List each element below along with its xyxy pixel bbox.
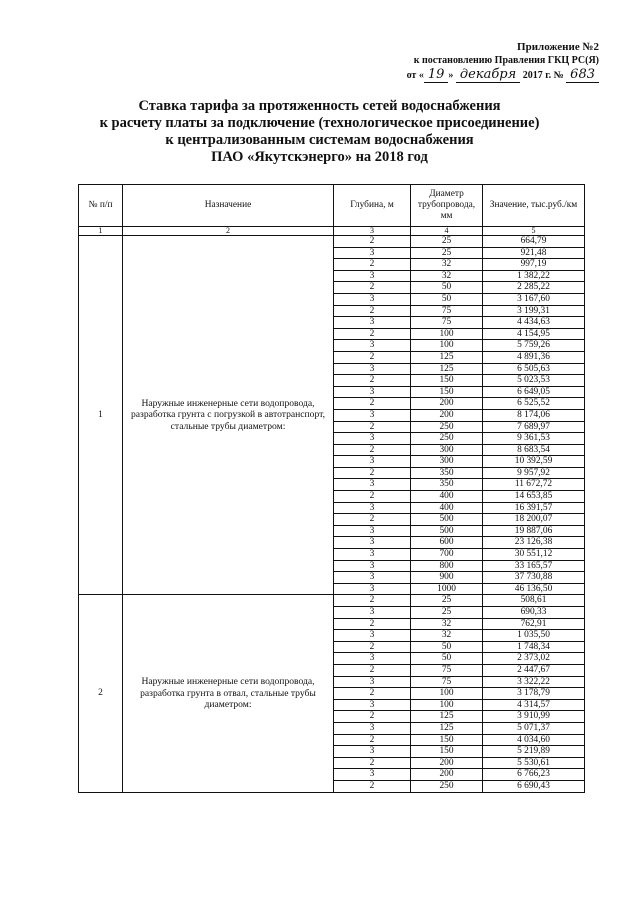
value-cell: 4 154,95: [483, 328, 585, 340]
depth-cell: 3: [334, 479, 411, 491]
diameter-cell: 75: [411, 305, 483, 317]
diameter-cell: 50: [411, 282, 483, 294]
column-index: 1: [79, 227, 123, 236]
group-description: Наружные инженерные сети водопровода, разработка грунта в отвал, стальные трубы диаметром:: [123, 595, 334, 792]
value-cell: 1 035,50: [483, 630, 585, 642]
diameter-cell: 50: [411, 653, 483, 665]
diameter-cell: 75: [411, 664, 483, 676]
diameter-cell: 700: [411, 549, 483, 561]
depth-cell: 2: [334, 328, 411, 340]
diameter-cell: 100: [411, 340, 483, 352]
depth-cell: 2: [334, 618, 411, 630]
value-cell: 664,79: [483, 236, 585, 248]
appendix-date: от « 19 » декабря 2017 г. № 683: [407, 68, 599, 83]
value-cell: 690,33: [483, 607, 585, 619]
value-cell: 6 525,52: [483, 398, 585, 410]
depth-cell: 2: [334, 259, 411, 271]
depth-cell: 2: [334, 711, 411, 723]
diameter-cell: 300: [411, 456, 483, 468]
depth-cell: 3: [334, 560, 411, 572]
depth-cell: 3: [334, 699, 411, 711]
value-cell: 33 165,57: [483, 560, 585, 572]
value-cell: 30 551,12: [483, 549, 585, 561]
diameter-cell: 350: [411, 467, 483, 479]
diameter-cell: 25: [411, 247, 483, 259]
depth-cell: 3: [334, 537, 411, 549]
depth-cell: 3: [334, 572, 411, 584]
value-cell: 2 447,67: [483, 664, 585, 676]
appendix-number: Приложение №2: [517, 41, 599, 53]
diameter-cell: 400: [411, 491, 483, 503]
diameter-cell: 400: [411, 502, 483, 514]
document-title: Ставка тарифа за протяженность сетей водоснабжения к расчету платы за подключение (технологическое присоединение) к централизованным системам водоснабжения ПАО «Якутскэнерго» на 2018 год: [99, 98, 540, 165]
value-cell: 7 689,97: [483, 421, 585, 433]
value-cell: 2 373,02: [483, 653, 585, 665]
value-cell: 5 071,37: [483, 722, 585, 734]
appendix-decree: к постановлению Правления ГКЦ РС(Я): [413, 55, 599, 66]
value-cell: 5 530,61: [483, 757, 585, 769]
column-header: Глубина, м: [334, 185, 411, 227]
depth-cell: 2: [334, 780, 411, 792]
value-cell: 14 653,85: [483, 491, 585, 503]
diameter-cell: 900: [411, 572, 483, 584]
diameter-cell: 500: [411, 514, 483, 526]
diameter-cell: 50: [411, 293, 483, 305]
diameter-cell: 32: [411, 259, 483, 271]
depth-cell: 3: [334, 340, 411, 352]
table-row: [79, 236, 585, 248]
diameter-cell: 200: [411, 769, 483, 781]
depth-cell: 3: [334, 549, 411, 561]
value-cell: 762,91: [483, 618, 585, 630]
depth-cell: 3: [334, 363, 411, 375]
value-cell: 4 891,36: [483, 351, 585, 363]
value-cell: 19 887,06: [483, 525, 585, 537]
column-index: 3: [334, 227, 411, 236]
depth-cell: 2: [334, 757, 411, 769]
table-row: [79, 595, 585, 607]
depth-cell: 2: [334, 467, 411, 479]
diameter-cell: 32: [411, 618, 483, 630]
depth-cell: 3: [334, 769, 411, 781]
value-cell: 3 322,22: [483, 676, 585, 688]
tariff-table: [78, 184, 585, 793]
value-cell: 11 672,72: [483, 479, 585, 491]
value-cell: 3 199,31: [483, 305, 585, 317]
value-cell: 2 285,22: [483, 282, 585, 294]
depth-cell: 3: [334, 502, 411, 514]
depth-cell: 3: [334, 525, 411, 537]
depth-cell: 2: [334, 375, 411, 387]
value-cell: 16 391,57: [483, 502, 585, 514]
depth-cell: 3: [334, 583, 411, 595]
diameter-cell: 150: [411, 375, 483, 387]
diameter-cell: 200: [411, 409, 483, 421]
group-number: 2: [79, 595, 123, 792]
diameter-cell: 200: [411, 398, 483, 410]
depth-cell: 2: [334, 421, 411, 433]
handwritten-order-number: 683: [566, 67, 599, 83]
diameter-cell: 200: [411, 757, 483, 769]
value-cell: 6 766,23: [483, 769, 585, 781]
value-cell: 9 361,53: [483, 433, 585, 445]
value-cell: 6 649,05: [483, 386, 585, 398]
diameter-cell: 150: [411, 734, 483, 746]
value-cell: 921,48: [483, 247, 585, 259]
depth-cell: 3: [334, 270, 411, 282]
value-cell: 8 174,06: [483, 409, 585, 421]
value-cell: 4 034,60: [483, 734, 585, 746]
value-cell: 9 957,92: [483, 467, 585, 479]
diameter-cell: 125: [411, 722, 483, 734]
handwritten-day: 19: [424, 67, 449, 83]
value-cell: 508,61: [483, 595, 585, 607]
depth-cell: 2: [334, 688, 411, 700]
depth-cell: 2: [334, 734, 411, 746]
diameter-cell: 32: [411, 630, 483, 642]
value-cell: 1 382,22: [483, 270, 585, 282]
depth-cell: 3: [334, 630, 411, 642]
value-cell: 5 759,26: [483, 340, 585, 352]
diameter-cell: 25: [411, 607, 483, 619]
column-index: 5: [483, 227, 585, 236]
diameter-cell: 250: [411, 433, 483, 445]
diameter-cell: 25: [411, 236, 483, 248]
diameter-cell: 250: [411, 421, 483, 433]
value-cell: 46 136,50: [483, 583, 585, 595]
diameter-cell: 100: [411, 328, 483, 340]
depth-cell: 3: [334, 607, 411, 619]
diameter-cell: 1000: [411, 583, 483, 595]
value-cell: 18 200,07: [483, 514, 585, 526]
depth-cell: 2: [334, 664, 411, 676]
depth-cell: 2: [334, 641, 411, 653]
diameter-cell: 800: [411, 560, 483, 572]
depth-cell: 3: [334, 386, 411, 398]
table-body: [79, 236, 585, 793]
column-header: Значение, тыс.руб./км: [483, 185, 585, 227]
value-cell: 8 683,54: [483, 444, 585, 456]
depth-cell: 2: [334, 351, 411, 363]
value-cell: 997,19: [483, 259, 585, 271]
diameter-cell: 150: [411, 386, 483, 398]
depth-cell: 3: [334, 746, 411, 758]
diameter-cell: 350: [411, 479, 483, 491]
depth-cell: 3: [334, 317, 411, 329]
depth-cell: 3: [334, 293, 411, 305]
diameter-cell: 250: [411, 780, 483, 792]
diameter-cell: 100: [411, 688, 483, 700]
diameter-cell: 125: [411, 711, 483, 723]
table-header-row: [79, 185, 585, 227]
depth-cell: 3: [334, 722, 411, 734]
column-index: 4: [411, 227, 483, 236]
column-index: 2: [123, 227, 334, 236]
depth-cell: 2: [334, 282, 411, 294]
handwritten-month: декабря: [456, 67, 520, 83]
diameter-cell: 32: [411, 270, 483, 282]
value-cell: 37 730,88: [483, 572, 585, 584]
depth-cell: 3: [334, 433, 411, 445]
diameter-cell: 125: [411, 351, 483, 363]
depth-cell: 3: [334, 456, 411, 468]
depth-cell: 2: [334, 305, 411, 317]
column-header: Диаметр трубопровода, мм: [411, 185, 483, 227]
group-description: Наружные инженерные сети водопровода, разработка грунта с погрузкой в автотранспорт, стальные трубы диаметром:: [123, 236, 334, 595]
value-cell: 6 690,43: [483, 780, 585, 792]
group-number: 1: [79, 236, 123, 595]
value-cell: 3 910,99: [483, 711, 585, 723]
depth-cell: 2: [334, 514, 411, 526]
value-cell: 3 167,60: [483, 293, 585, 305]
value-cell: 3 178,79: [483, 688, 585, 700]
depth-cell: 2: [334, 491, 411, 503]
value-cell: 23 126,38: [483, 537, 585, 549]
diameter-cell: 600: [411, 537, 483, 549]
value-cell: 1 748,34: [483, 641, 585, 653]
depth-cell: 2: [334, 595, 411, 607]
depth-cell: 2: [334, 236, 411, 248]
diameter-cell: 25: [411, 595, 483, 607]
diameter-cell: 125: [411, 363, 483, 375]
diameter-cell: 500: [411, 525, 483, 537]
depth-cell: 3: [334, 247, 411, 259]
diameter-cell: 75: [411, 317, 483, 329]
value-cell: 5 023,53: [483, 375, 585, 387]
column-header: Назначение: [123, 185, 334, 227]
diameter-cell: 50: [411, 641, 483, 653]
column-header: № п/п: [79, 185, 123, 227]
diameter-cell: 300: [411, 444, 483, 456]
value-cell: 5 219,89: [483, 746, 585, 758]
depth-cell: 3: [334, 653, 411, 665]
diameter-cell: 100: [411, 699, 483, 711]
appendix-header: [407, 40, 599, 83]
value-cell: 4 434,63: [483, 317, 585, 329]
diameter-cell: 150: [411, 746, 483, 758]
depth-cell: 3: [334, 409, 411, 421]
depth-cell: 2: [334, 398, 411, 410]
diameter-cell: 75: [411, 676, 483, 688]
value-cell: 6 505,63: [483, 363, 585, 375]
value-cell: 10 392,59: [483, 456, 585, 468]
depth-cell: 2: [334, 444, 411, 456]
column-index-row: [79, 227, 585, 236]
value-cell: 4 314,57: [483, 699, 585, 711]
depth-cell: 3: [334, 676, 411, 688]
